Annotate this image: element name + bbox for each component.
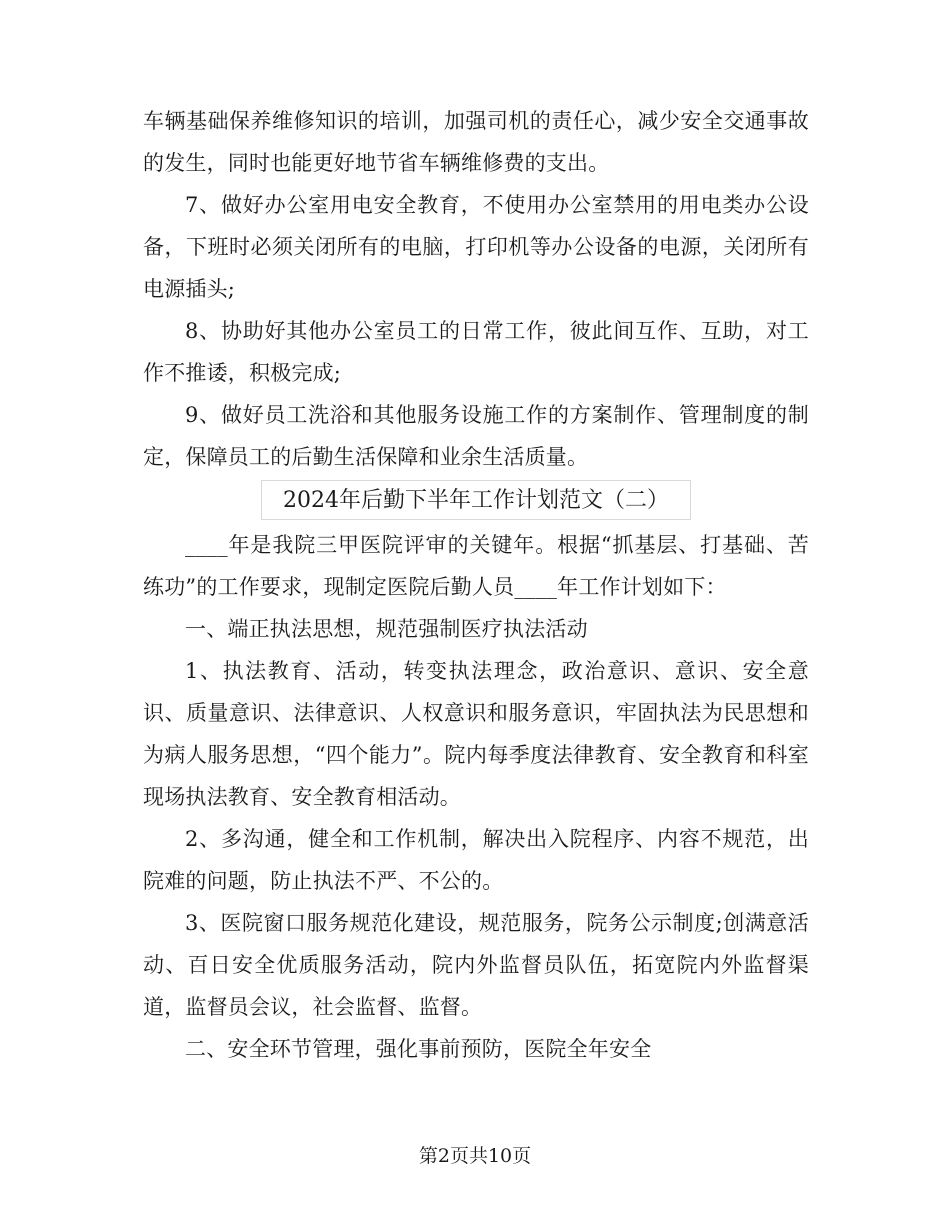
paragraph: 1、执法教育、活动，转变执法理念，政治意识、意识、安全意识、质量意识、法律意识、人权意识和服务意识，牢固执法为民思想和为病人服务思想，“四个能力”。院内每季度法律教育、安全教育和科室现场执法教育、安全教育相活动。 xyxy=(143,659,809,809)
paragraph: ____年是我院三甲医院评审的关键年。根据“抓基层、打基础、苦练功”的工作要求，现制定医院后勤人员____年工作计划如下： xyxy=(143,533,809,599)
section-heading: 二、安全环节管理，强化事前预防，医院全年安全 xyxy=(185,1037,652,1061)
paragraph: 2、多沟通，健全和工作机制，解决出入院程序、内容不规范，出院难的问题，防止执法不严、不公的。 xyxy=(143,827,809,893)
page-number: 第2页共10页 xyxy=(418,1145,532,1167)
section-heading: 一、端正执法思想，规范强制医疗执法活动 xyxy=(185,617,588,641)
paragraph: 7、做好办公室用电安全教育，不使用办公室禁用的用电类办公设备，下班时必须关闭所有的电脑，打印机等办公设备的电源，关闭所有电源插头; xyxy=(143,193,809,301)
paragraph: 9、做好员工洗浴和其他服务设施工作的方案制作、管理制度的制定，保障员工的后勤生活保障和业余生活质量。 xyxy=(143,403,809,469)
paragraph: 8、协助好其他办公室员工的日常工作，彼此间互作、互助，对工作不推诿，积极完成; xyxy=(143,319,809,385)
paragraph: 车辆基础保养维修知识的培训，加强司机的责任心，减少安全交通事故的发生，同时也能更好地节省车辆维修费的支出。 xyxy=(143,109,809,175)
section-title: 2024年后勤下半年工作计划范文（二） xyxy=(261,480,691,520)
paragraph: 3、医院窗口服务规范化建设，规范服务，院务公示制度;创满意活动、百日安全优质服务活动，院内外监督员队伍，拓宽院内外监督渠道，监督员会议，社会监督、监督。 xyxy=(143,911,809,1019)
document-body xyxy=(143,100,809,1070)
